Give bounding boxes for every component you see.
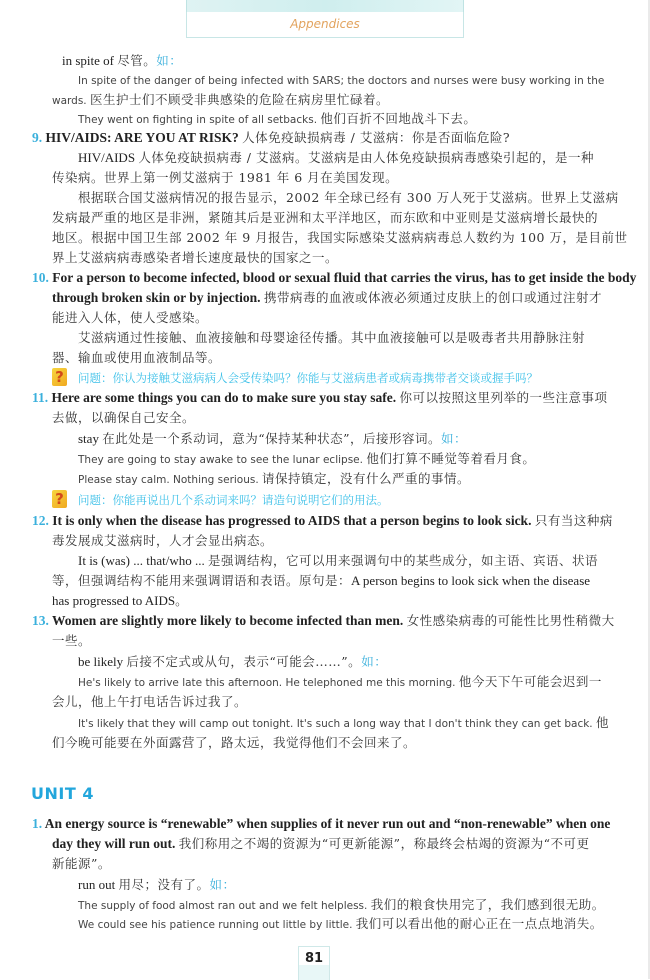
item-number: 12. — [32, 513, 53, 528]
text-segment: be likely — [78, 654, 127, 669]
text-segment: Women are slightly more likely to become infected than men. — [52, 613, 407, 628]
text-segment: Please stay calm. Nothing serious. — [78, 474, 263, 486]
text-segment: 们今晚可能要在外面露营了，路太远，我觉得他们不会回来了。 — [52, 735, 417, 750]
text-line — [52, 592, 188, 611]
text-segment: 问题：你认为接触艾滋病病人会受传染吗？你能与艾滋病患者或病毒携带者交谈或握手吗？ — [78, 371, 538, 385]
text-segment: 传染病。世界上第一例艾滋病于 1981 年 6 月在美国发现。 — [52, 170, 399, 185]
text-segment: They went on fighting in spite of all setbacks. — [78, 114, 321, 126]
text-segment: The supply of food almost ran out and we felt helpless. — [78, 900, 371, 912]
text-line — [52, 169, 398, 188]
text-line — [52, 632, 91, 651]
text-segment: He's likely to arrive late this afternoon. He telephoned me this morning. — [78, 677, 459, 689]
text-segment: 后接不定式或从句，表示“可能会……”。 — [126, 654, 362, 669]
page-number-box — [298, 946, 330, 980]
text-line — [52, 249, 338, 268]
text-segment: 只有当这种病 — [534, 513, 613, 528]
text-segment: 在此处是一个系动词，意为“保持某种状态”，后接形容词。 — [102, 431, 441, 446]
text-line — [78, 329, 585, 348]
text-segment: 他们打算不睡觉等着看月食。 — [366, 451, 536, 466]
text-segment: stay — [78, 431, 103, 446]
text-segment: 用尽；没有了。 — [118, 877, 210, 892]
text-line — [52, 572, 590, 591]
text-segment: through broken skin or by injection. — [52, 290, 264, 305]
text-segment: 能进入人体，使人受感染。 — [52, 310, 209, 325]
text-line — [52, 309, 208, 328]
text-segment: 人体免疫缺损病毒 / 艾滋病。艾滋病是由人体免疫缺损病毒感染引起的，是一种 — [138, 150, 594, 165]
text-line — [78, 450, 535, 469]
text-segment: 去做，以确保自己安全。 — [52, 410, 196, 425]
text-segment: 携带病毒的血液或体液必须通过皮肤上的创口或通过注射才 — [263, 290, 602, 305]
item-number: 1. — [32, 816, 45, 831]
text-segment: 我们可以看出他的耐心正在一点点地消失。 — [355, 916, 603, 931]
text-segment: 艾滋病通过性接触、血液接触和母婴途径传播。其中血液接触可以是吸毒者共用静脉注射 — [78, 330, 586, 345]
text-segment: wards. — [52, 95, 90, 107]
text-segment: 。 — [175, 593, 189, 608]
text-segment: 地区。根据中国卫生部 2002 年 9 月报告，我国实际感染艾滋病病毒总人数约为 100 万，是目前世 — [52, 230, 628, 245]
text-line — [78, 72, 604, 90]
text-segment: 请保持镇定，没有什么严重的事情。 — [262, 471, 471, 486]
text-segment: A person begins to look sick when the disease — [351, 573, 591, 588]
header-decorative-band — [186, 0, 464, 12]
text-segment: 你可以按照这里列举的一些注意事项 — [399, 390, 608, 405]
text-line — [52, 734, 416, 753]
text-segment: 我们的粮食快用完了，我们感到很无助。 — [370, 897, 605, 912]
text-line — [32, 512, 613, 531]
text-line — [78, 369, 538, 388]
text-line — [32, 129, 510, 148]
text-segment: 人体免疫缺损病毒 / 艾滋病：你是否面临危险? — [242, 130, 511, 145]
text-segment: 问题：你能再说出几个系动词来吗？请造句说明它们的用法。 — [78, 493, 389, 507]
text-segment: For a person to become infected, blood or sexual fluid that carries the virus, has to get inside the body — [52, 270, 637, 285]
text-line — [78, 896, 605, 915]
section-title: Appendices — [290, 17, 360, 31]
text-segment: 如： — [156, 53, 183, 68]
text-segment: 毒发展成艾滋病时，人才会显出病态。 — [52, 533, 274, 548]
text-segment: 医生护士们不顾受非典感染的危险在病房里忙碌着。 — [89, 92, 389, 107]
text-segment: 如： — [361, 654, 388, 669]
text-line — [78, 189, 619, 208]
item-number: 9. — [32, 130, 46, 145]
text-segment: They are going to stay awake to see the lunar eclipse. — [78, 454, 367, 466]
text-line — [52, 91, 389, 110]
item-number: 13. — [32, 613, 53, 628]
text-segment: 新能源”。 — [52, 856, 111, 871]
text-line — [32, 269, 636, 288]
text-line — [52, 693, 247, 712]
text-segment: 会儿，他上午打电话告诉过我了。 — [52, 694, 248, 709]
text-line — [52, 289, 602, 308]
question-mark-icon: ? — [52, 490, 67, 508]
text-line — [52, 409, 195, 428]
text-line — [32, 612, 615, 631]
text-line — [78, 110, 476, 129]
text-line — [78, 491, 389, 510]
text-line — [52, 855, 111, 874]
text-line — [32, 389, 608, 408]
text-line — [78, 673, 602, 692]
text-line — [52, 229, 627, 248]
text-line — [62, 52, 182, 71]
text-line — [78, 653, 387, 672]
text-line — [52, 532, 273, 551]
text-segment: HIV/AIDS: ARE YOU AT RISK? — [45, 130, 243, 145]
text-segment: 他们百折不回地战斗下去。 — [320, 111, 477, 126]
text-segment: 一些。 — [52, 633, 92, 648]
text-segment: 根据联合国艾滋病情况的报告显示，2002 年全球已经有 300 万人死于艾滋病。世界上艾滋病 — [78, 190, 619, 205]
text-segment: 他 — [595, 715, 609, 730]
text-segment: 他今天下午可能会迟到一 — [458, 674, 602, 689]
text-line — [52, 209, 598, 228]
text-segment: 器、输血或使用血液制品等。 — [52, 350, 222, 365]
text-line — [52, 349, 221, 368]
text-segment: It's likely that they will camp out tonight. It's such a long way that I don't think they can get back. — [78, 718, 596, 730]
text-segment: 界上艾滋病病毒感染者增长速度最快的国家之一。 — [52, 250, 339, 265]
text-line — [52, 835, 589, 854]
text-segment: 如： — [441, 431, 468, 446]
text-line — [78, 915, 603, 934]
text-segment: In spite of the danger of being infected with SARS; the doctors and nurses were busy working in the — [78, 75, 605, 87]
page-number: 81 — [304, 951, 324, 966]
text-segment: 发病最严重的地区是非洲，紧随其后是亚洲和太平洋地区，而东欧和中亚则是艾滋病增长最快的 — [52, 210, 599, 225]
text-segment: It is only when the disease has progressed to AIDS that a person begins to look sick. — [52, 513, 535, 528]
text-segment: An energy source is “renewable” when supplies of it never run out and “non-renewable” when one — [44, 816, 611, 831]
text-segment: 等，但强调结构不能用来强调谓语和表语。原句是： — [52, 573, 352, 588]
text-line — [78, 714, 609, 733]
text-segment: It is (was) ... that/who ... — [78, 553, 208, 568]
text-segment: day they will run out. — [52, 836, 179, 851]
text-segment: has progressed to AIDS — [52, 593, 176, 608]
item-number: 10. — [32, 270, 53, 285]
item-number: 11. — [32, 390, 52, 405]
text-line — [78, 470, 470, 489]
text-segment: 我们称用之不竭的资源为“可更新能源”，称最终会枯竭的资源为“不可更 — [178, 836, 590, 851]
text-line — [78, 430, 467, 449]
text-segment: Here are some things you can do to make sure you stay safe. — [51, 390, 400, 405]
text-line — [78, 552, 598, 571]
text-segment: 是强调结构，它可以用来强调句中的某些成分，如主语、宾语、状语 — [207, 553, 598, 568]
text-line — [78, 149, 594, 168]
text-line — [78, 876, 235, 895]
running-header — [186, 12, 464, 38]
text-segment: HIV/AIDS — [78, 150, 139, 165]
text-segment: in spite of — [62, 53, 118, 68]
text-segment: 尽管。 — [117, 53, 157, 68]
text-segment: run out — [78, 877, 119, 892]
question-mark-icon: ? — [52, 368, 67, 386]
text-line — [32, 815, 610, 834]
unit-heading: UNIT 4 — [31, 784, 94, 803]
text-segment: We could see his patience running out little by little. — [78, 919, 356, 931]
text-segment: 如： — [209, 877, 236, 892]
text-segment: 女性感染病毒的可能性比男性稍微大 — [406, 613, 615, 628]
